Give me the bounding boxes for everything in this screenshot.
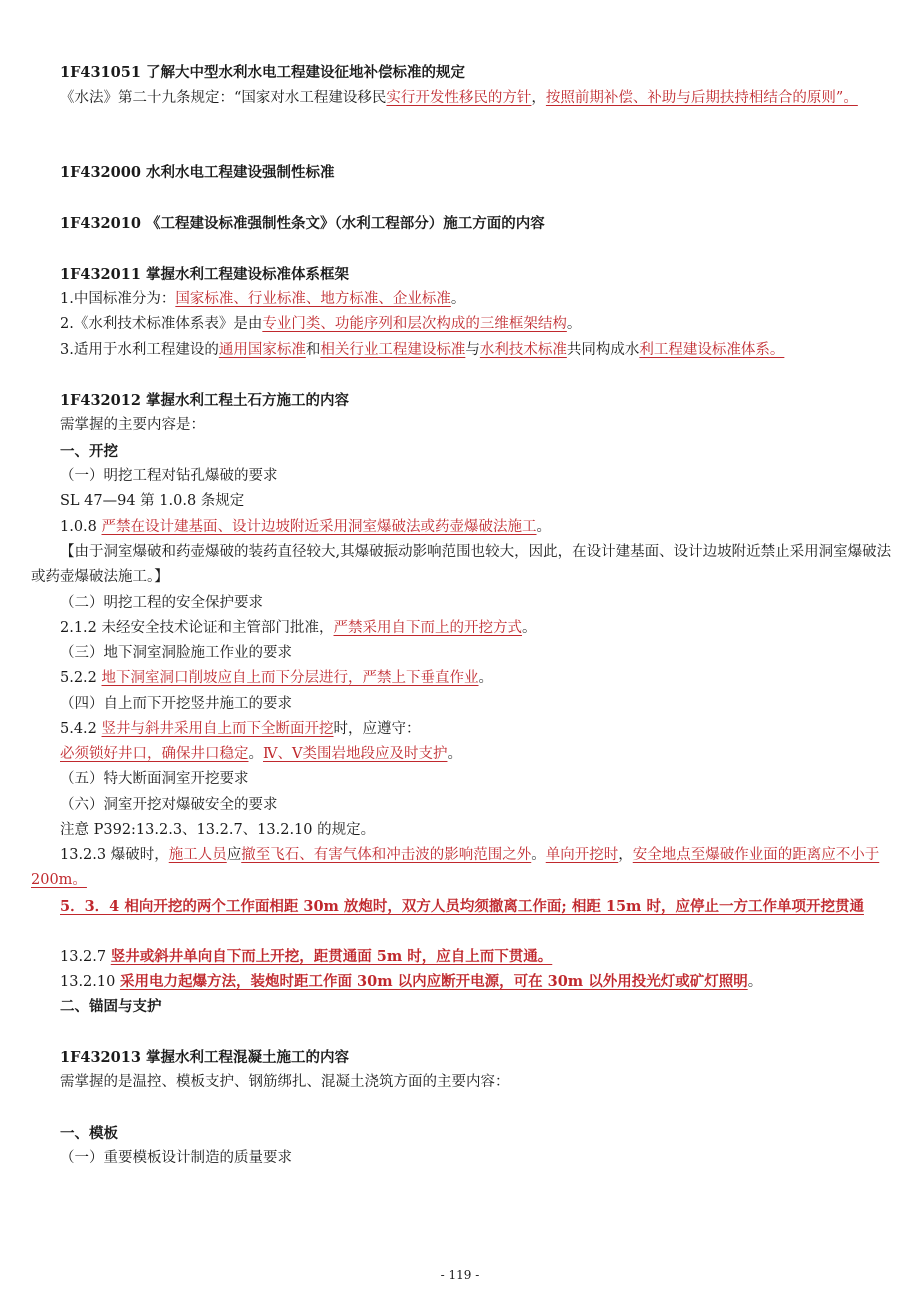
highlighted-text: 单向开挖时: [545, 847, 619, 863]
highlighted-text: Ⅳ、Ⅴ类围岩地段应及时支护: [263, 746, 448, 762]
subsection-5: [60, 767, 898, 792]
highlighted-text: 严禁采用自下而上的开挖方式: [333, 620, 523, 636]
heading-1f432013: [60, 1045, 898, 1071]
heading-text: 二、锚固与支护: [60, 998, 162, 1015]
text-segment: 《水法》第二十九条规定：“国家对水工程建设移民: [60, 90, 387, 106]
text-segment: 【由于洞室爆破和药壶爆破的装药直径较大,其爆破振动影响范围也较大，因此，在设计建基面、设计边坡附近禁止采用洞室爆破法或药壶爆破法施工。】: [31, 544, 892, 586]
concrete-intro: [60, 1070, 898, 1095]
text-segment: 和: [305, 342, 321, 358]
text-segment: 注意 P392:13.2.3、13.2.7、13.2.10 的规定。: [60, 822, 376, 838]
attention-note: [60, 818, 898, 843]
text-segment: 5.2.2: [60, 670, 102, 686]
highlighted-text: 专业门类、功能序列和层次构成的三维框架结构: [262, 316, 567, 332]
heading-text: 一、开挖: [60, 443, 118, 460]
highlighted-text: 施工人员: [168, 847, 227, 863]
heading-text: 一、模板: [60, 1125, 118, 1142]
highlighted-text: 相关行业工程建设标准: [320, 342, 466, 358]
text-segment: 。: [450, 291, 466, 307]
highlighted-text: 必须锁好井口，确保井口稳定: [60, 746, 249, 762]
highlighted-text: 国家标准、行业标准、地方标准、企业标准: [175, 291, 451, 307]
explanation-note: [31, 540, 898, 591]
clause-13-2-3: [31, 843, 898, 894]
clause-5-4-2: [60, 717, 898, 742]
text-segment: 。: [522, 620, 537, 636]
text-segment: （一）明挖工程对钻孔爆破的要求: [60, 468, 278, 484]
subsection-3: [60, 641, 898, 666]
intro-text: [60, 413, 898, 438]
clause-2-1-2: [60, 616, 898, 641]
text-segment: 2.1.2 未经安全技术论证和主管部门批准，: [60, 620, 334, 636]
highlighted-text: 按照前期补偿、补助与后期扶持相结合的原则”。: [545, 90, 858, 106]
highlighted-text: 地下洞室洞口削坡应自上而下分层进行，严禁上下垂直作业: [101, 670, 479, 686]
text-segment: 时，应遵守：: [333, 721, 421, 737]
text-segment: 。: [747, 974, 763, 990]
clause-13-2-7: [60, 944, 898, 970]
text-segment: 。: [536, 519, 552, 535]
subsection-2: [60, 591, 898, 616]
section-heading-excavation: [60, 439, 898, 465]
text-segment: 需掌握的是温控、模板支护、钢筋绑扎、混凝土浇筑方面的主要内容：: [60, 1074, 510, 1090]
heading-1f432000: [60, 160, 898, 186]
paragraph-water-law-art29: [31, 86, 898, 111]
highlighted-text: 撤至飞石、有害气体和冲击波的影响范围之外: [241, 847, 532, 863]
section-heading-formwork: [60, 1121, 898, 1147]
heading-text: 1F432013 掌握水利工程混凝土施工的内容: [60, 1049, 349, 1066]
heading-text: 1F432012 掌握水利工程土石方施工的内容: [60, 392, 349, 409]
heading-text: 1F432011 掌握水利工程建设标准体系框架: [60, 266, 349, 283]
list-item-3: [60, 338, 898, 363]
text-segment: ，: [618, 847, 633, 863]
highlighted-text: 实行开发性移民的方针: [386, 90, 532, 106]
text-segment: （二）明挖工程的安全保护要求: [60, 595, 263, 611]
text-segment: ，: [531, 90, 546, 106]
clause-5-2-2: [60, 666, 898, 691]
text-segment: 。: [447, 746, 462, 762]
text-segment: 1.0.8: [60, 519, 102, 535]
list-item-2: [60, 312, 898, 337]
text-segment: 。: [248, 746, 263, 762]
clause-reference: [60, 489, 898, 514]
text-segment: 应: [226, 847, 242, 863]
highlighted-text: 采用电力起爆方法，装炮时距工作面 30m 以内应断开电源，可在 30m 以外用投光灯或矿灯照明: [119, 973, 748, 990]
text-segment: 需掌握的主要内容是：: [60, 417, 205, 433]
text-segment: 13.2.3 爆破时，: [60, 847, 169, 863]
clause-13-2-10: [60, 969, 898, 995]
text-segment: （四）自上而下开挖竖井施工的要求: [60, 696, 292, 712]
text-segment: 。: [478, 670, 494, 686]
highlighted-text: 利工程建设标准体系。: [639, 342, 785, 358]
subsection-6: [60, 793, 898, 818]
text-segment: （六）洞室开挖对爆破安全的要求: [60, 797, 278, 813]
highlighted-text: 竖井与斜井采用自上而下全断面开挖: [101, 721, 334, 737]
section-heading-anchoring: [60, 994, 898, 1020]
heading-1f432012: [60, 388, 898, 414]
clause-5-4-2-detail: [60, 742, 898, 767]
clause-1-0-8: [60, 515, 898, 540]
highlighted-text: 安全地点至爆破作业面的距离应不小于 200m。: [31, 847, 880, 889]
text-segment: 。: [531, 847, 546, 863]
clause-5-3-4: [31, 894, 898, 920]
heading-1f432011: [60, 262, 898, 288]
text-segment: 13.2.7: [60, 949, 111, 965]
text-segment: 共同构成水: [566, 342, 640, 358]
heading-text: 1F432000 水利水电工程建设强制性标准: [60, 164, 335, 181]
highlighted-text: 5．3．4 相向开挖的两个工作面相距 30m 放炮时，双方人员均须撤离工作面; 相距 15m 时，应停止一方工作单项开挖贯通: [60, 898, 864, 915]
text-segment: （五）特大断面洞室开挖要求: [60, 771, 249, 787]
text-segment: 3.适用于水利工程建设的: [60, 342, 219, 358]
text-segment: SL 47—94 第 1.0.8 条规定: [60, 493, 245, 509]
subsection-4: [60, 692, 898, 717]
heading-1f431051: [60, 60, 898, 86]
heading-1f432010: [60, 211, 898, 237]
heading-text: 1F431051 了解大中型水利水电工程建设征地补偿标准的规定: [60, 64, 465, 81]
subsection-formwork-1: [60, 1146, 898, 1171]
text-segment: （三）地下洞室洞脸施工作业的要求: [60, 645, 292, 661]
text-segment: （一）重要模板设计制造的质量要求: [60, 1150, 292, 1166]
page-number: - 119 -: [440, 1268, 480, 1282]
text-segment: 与: [465, 342, 480, 358]
highlighted-text: 通用国家标准: [218, 342, 306, 358]
subsection-1: [60, 464, 898, 489]
list-item-1: [60, 287, 898, 312]
text-segment: 。: [566, 316, 582, 332]
text-segment: 1.中国标准分为：: [60, 291, 176, 307]
text-segment: 5.4.2: [60, 721, 102, 737]
highlighted-text: 竖井或斜井单向自下而上开挖，距贯通面 5m 时，应自上而下贯通。: [110, 948, 553, 965]
text-segment: 13.2.10: [60, 974, 120, 990]
heading-text: 1F432010 《工程建设标准强制性条文》（水利工程部分）施工方面的内容: [60, 215, 545, 232]
highlighted-text: 水利技术标准: [479, 342, 567, 358]
text-segment: 2.《水利技术标准体系表》是由: [60, 316, 263, 332]
highlighted-text: 严禁在设计建基面、设计边坡附近采用洞室爆破法或药壶爆破法施工: [101, 519, 537, 535]
